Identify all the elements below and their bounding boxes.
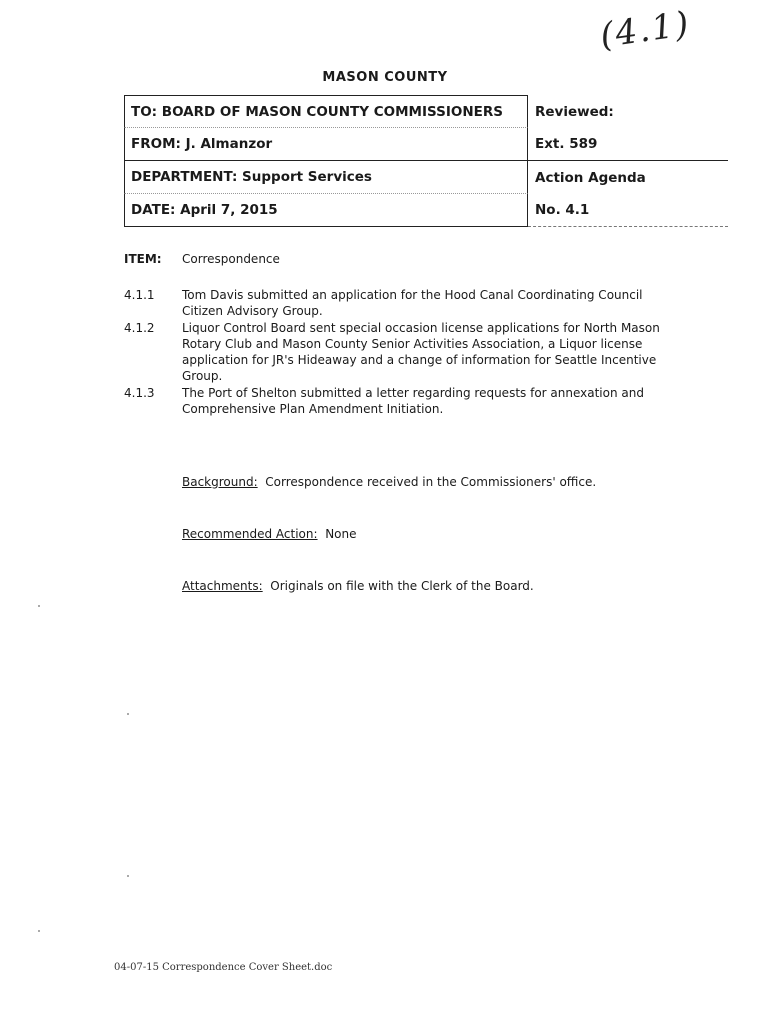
- background-text: Correspondence received in the Commissioners' office.: [265, 475, 597, 489]
- entry-text: Tom Davis submitted an application for the Hood Canal Coordinating Council Citizen Advisory Group.: [182, 288, 643, 318]
- item-value: Correspondence: [182, 252, 280, 266]
- attachments-label: Attachments:: [182, 579, 263, 593]
- date-field: DATE: April 7, 2015: [124, 194, 528, 227]
- recommended-action-label: Recommended Action:: [182, 527, 318, 541]
- list-item: [124, 287, 664, 319]
- header-table: [124, 95, 728, 227]
- entry-number: 4.1.2: [124, 321, 155, 335]
- attachments-section: [182, 579, 534, 593]
- list-item: [124, 385, 664, 417]
- footer-filename: 04-07-15 Correspondence Cover Sheet.doc: [114, 962, 333, 973]
- agenda-number-field: No. 4.1: [528, 194, 728, 227]
- background-section: [182, 475, 596, 489]
- entry-text: The Port of Shelton submitted a letter regarding requests for annexation and Comprehensive Plan Amendment Initiation.: [182, 386, 644, 416]
- item-line: [124, 252, 280, 266]
- header-row-department: [124, 161, 728, 194]
- recommended-action-section: [182, 527, 357, 541]
- ext-field: Ext. 589: [528, 128, 728, 161]
- background-label: Background:: [182, 475, 258, 489]
- entry-number: 4.1.1: [124, 288, 155, 302]
- list-item: [124, 320, 664, 384]
- department-field: DEPARTMENT: Support Services: [124, 161, 528, 194]
- attachments-text: Originals on file with the Clerk of the Board.: [270, 579, 534, 593]
- from-field: FROM: J. Almanzor: [124, 128, 528, 161]
- scan-speck: [127, 875, 129, 877]
- recommended-action-text: None: [325, 527, 357, 541]
- correspondence-list: [124, 287, 664, 418]
- agenda-type-field: Action Agenda: [535, 169, 646, 186]
- header-row-to: [124, 95, 728, 128]
- scan-speck: [127, 713, 129, 715]
- header-row-from: [124, 128, 728, 161]
- entry-text: Liquor Control Board sent special occasion license applications for North Mason Rotary Club and Mason County Senior Activities Association, a Liquor license application for JR's Hideaway and a change of information for Seattle Incentive Group.: [182, 321, 660, 383]
- reviewed-field: Reviewed:: [535, 103, 614, 120]
- item-label: ITEM:: [124, 252, 162, 266]
- county-title: MASON COUNTY: [322, 70, 448, 85]
- scan-speck: [38, 605, 40, 607]
- handwritten-note: (4.1): [597, 3, 693, 57]
- header-row-date: [124, 194, 728, 227]
- to-field: TO: BOARD OF MASON COUNTY COMMISSIONERS: [124, 95, 528, 128]
- entry-number: 4.1.3: [124, 386, 155, 400]
- scan-speck: [38, 930, 40, 932]
